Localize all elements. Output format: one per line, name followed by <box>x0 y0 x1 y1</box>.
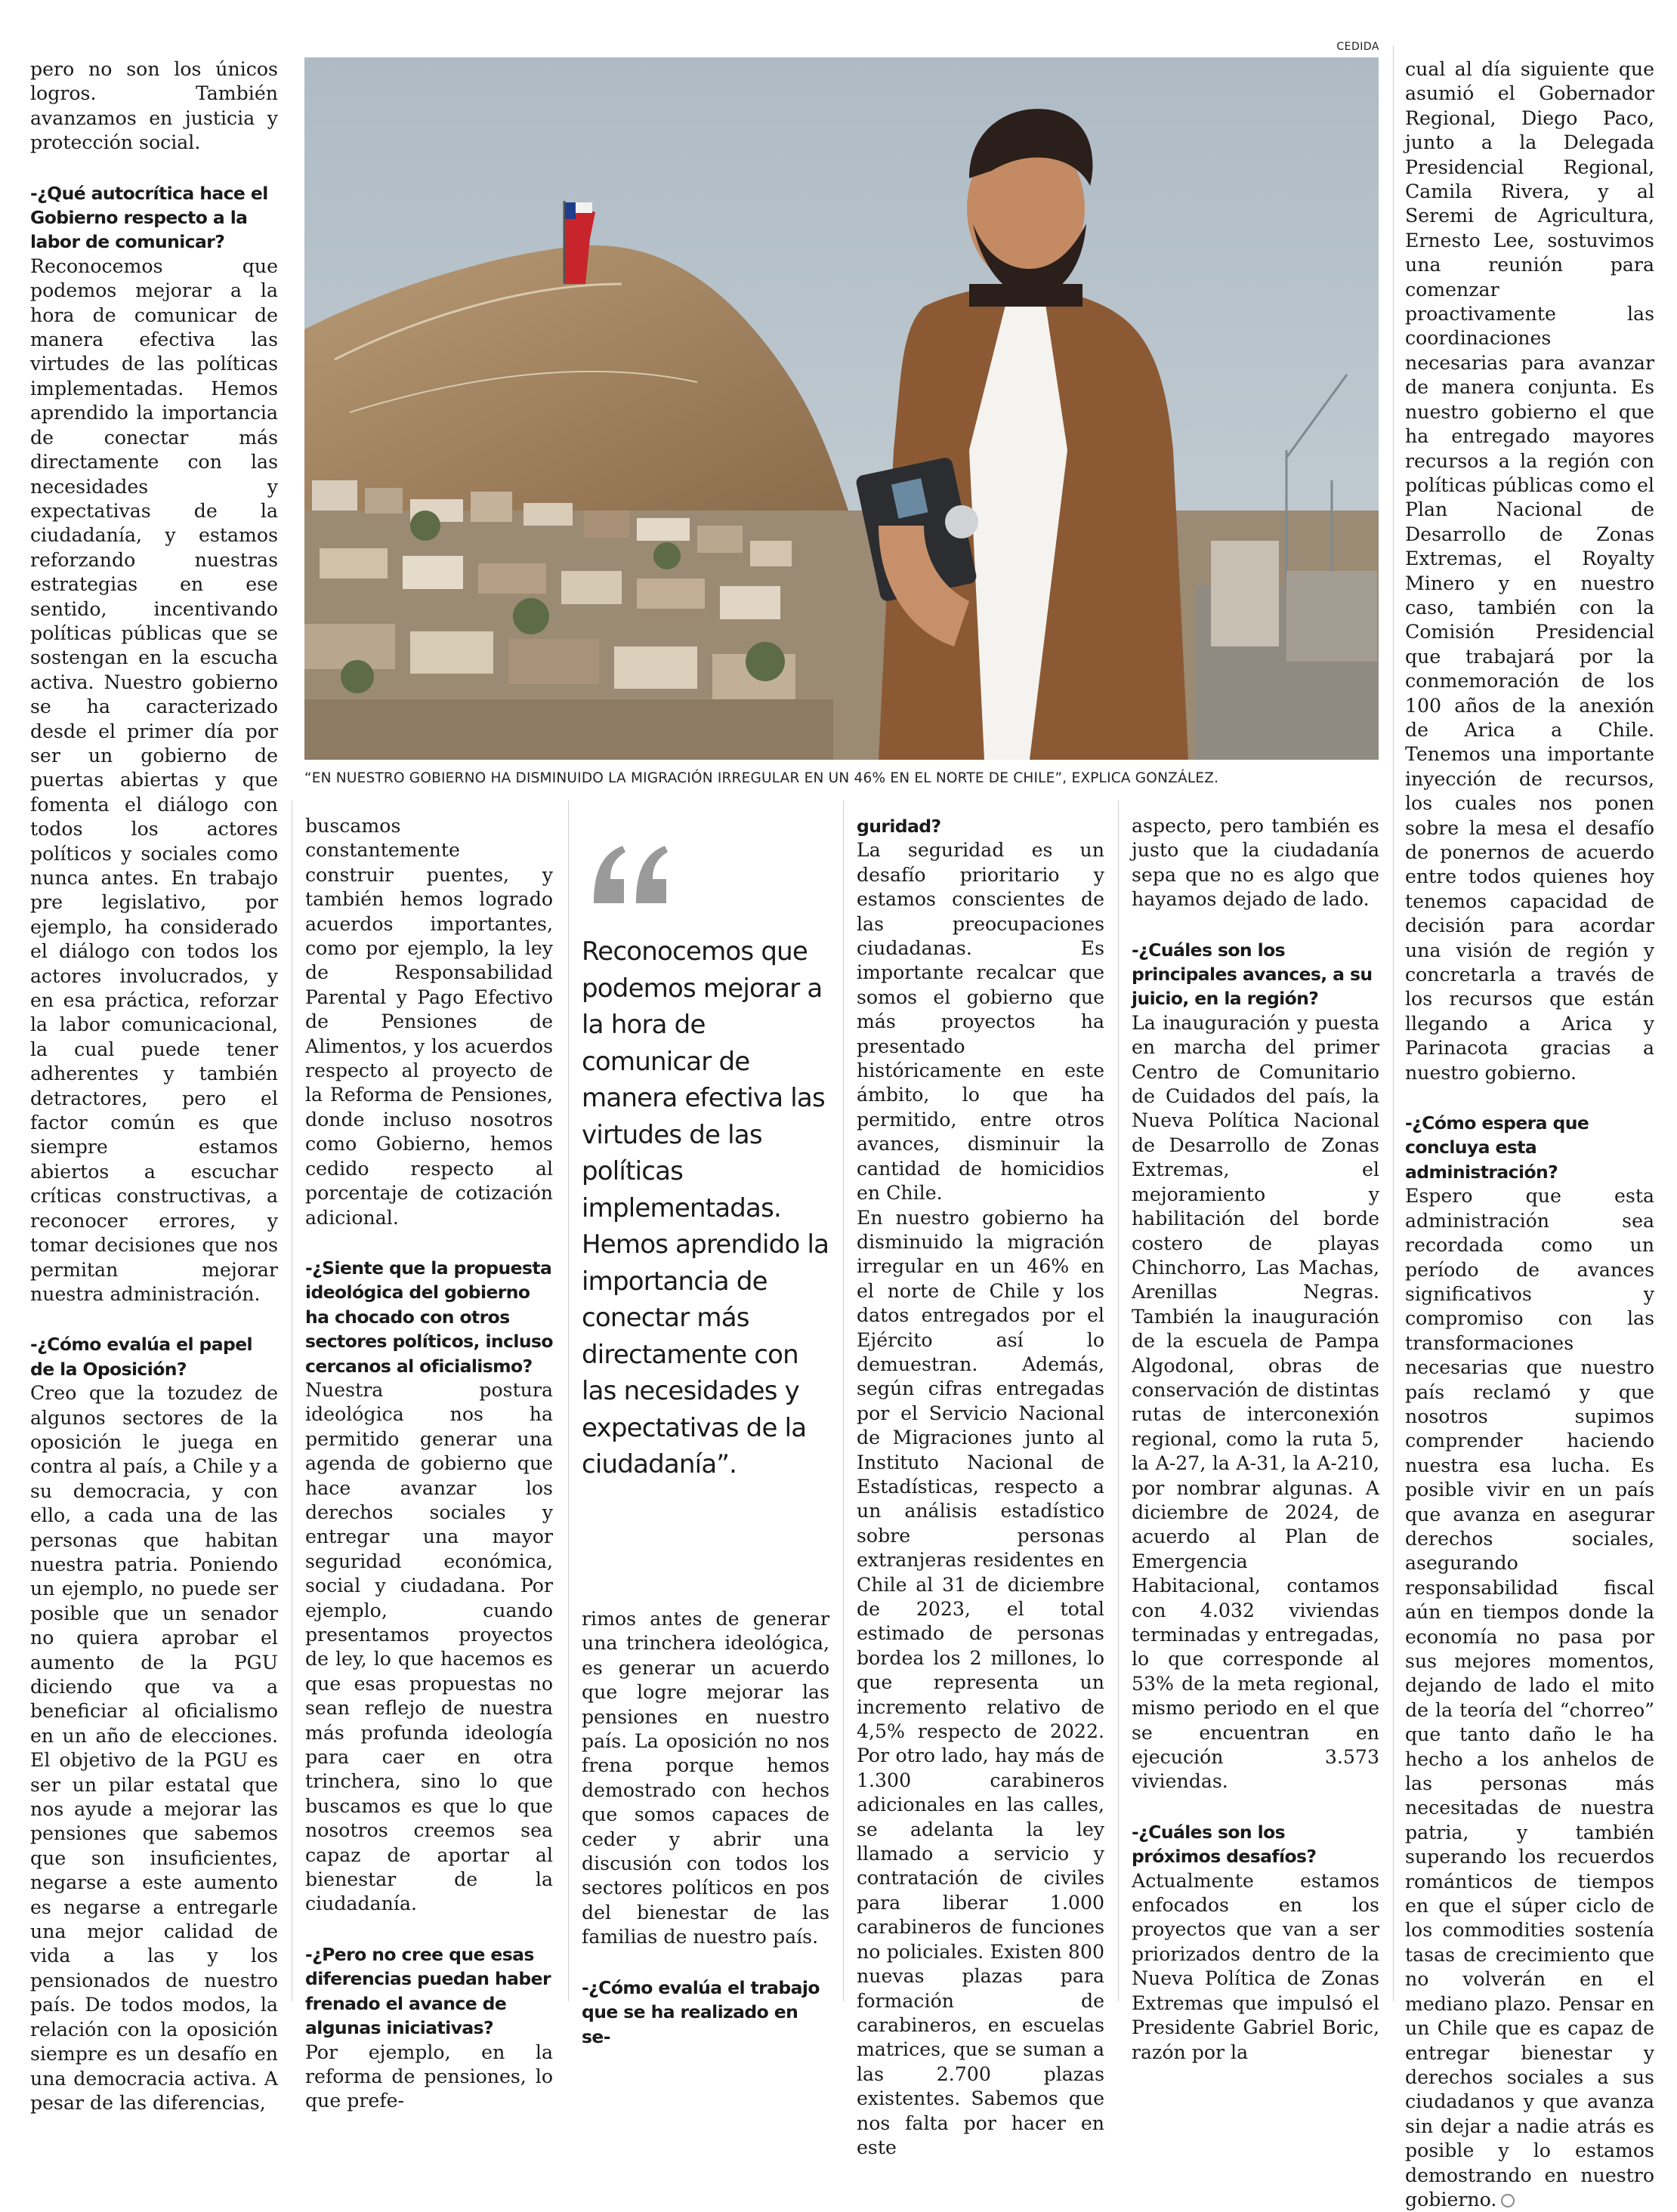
interview-photo <box>304 57 1379 760</box>
question-security: -¿Cómo evalúa el trabajo que se ha realizado en se- <box>582 1976 820 2047</box>
question-opposition: -¿Cómo evalúa el papel de la Oposición? <box>30 1334 252 1380</box>
photo-credit: CEDIDA <box>1336 41 1379 53</box>
pull-quote-text: Reconocemos que podemos mejorar a la hora de comunicar de manera efectiva las virtudes de las políticas implementadas. Hemos aprendido la importancia de conectar más directamente con las necesidades y expectativas de la ciudadanía”. <box>582 936 829 1479</box>
column-rule <box>1118 801 1119 2001</box>
pull-quote <box>559 843 829 1583</box>
answer-security: La seguridad es un desafío prioritario y estamos conscientes de las preocupaciones ciudadanas. Es importante recalcar que somos el gobierno que más proyectos ha presentado históricamente en este ámbito, lo que ha permitido, entre otros avances, disminuir la cantidad de homicidios en Chile. <box>857 839 1104 1205</box>
answer-security-migration: En nuestro gobierno ha disminuido la migración irregular en un 46% en el norte de Chile y los datos entregados por el Ejército así lo demuestran. Además, según cifras entregadas por el Servicio Nacional de Migraciones junto al Instituto Nacional de Estadísticas, respecto a un análisis estadístico sobre personas extranjeras residentes en Chile al 31 de diciembre de 2023, el total estimado de personas bordea los 2 millones, lo que representa un incremento relativo de 4,5% respecto de 2022. Por otro lado, hay más de 1.300 carabineros adicionales en las calles, se adelanta la ley llamado a servicio y contratación de civiles para liberar 1.000 carabineros de funciones no policiales. Existen 800 nuevas plazas para formación de carabineros, en escuelas matrices, que se suman a las 2.700 plazas existentes. Sabemos que nos falta por hacer en este <box>857 1206 1104 2158</box>
column-5 <box>1132 814 1379 2063</box>
column-3 <box>582 1607 829 2047</box>
photo-caption: “EN NUESTRO GOBIERNO HA DISMINUIDO LA MIGRACIÓN IRREGULAR EN UN 46% EN EL NORTE DE CHILE”, EXPLICA GONZÁLEZ. <box>304 770 1219 786</box>
answer-security-continued: aspecto, pero también es justo que la ciudadanía sepa que no es algo que hayamos dejado de lado. <box>1132 815 1379 911</box>
column-1 <box>30 57 278 2114</box>
end-of-article-icon <box>1501 2194 1515 2207</box>
column-rule <box>843 801 844 2001</box>
question-next-challenges: -¿Cuáles son los próximos desafíos? <box>1132 1821 1317 1868</box>
answer-next-challenges-continued: cual al día siguiente que asumió el Gobernador Regional, Diego Paco, junto a la Delegada Presidencial Regional, Camila Rivera, y al Seremi de Agricultura, Ernesto Lee, sostuvimos una reunión para comenzar proactivamente las coordinaciones necesarias para avanzar de manera conjunta. Es nuestro gobierno el que ha entregado mayores recursos a la región con políticas públicas como el Plan Nacional de Desarrollo de Zonas Extremas, el Royalty Minero y en nuestro caso, también con la Comisión Presidencial que trabajará por la conmemoración de los 100 años de la anexión de Arica a Chile. Tenemos una importante inyección de recursos, los cuales nos ponen sobre la mesa el desafío de ponernos de acuerdo entre todos quienes hoy tenemos capacidad de decisión para acordar una visión de región y concretarla a través de los recursos que están llegando a Arica y Parinacota gracias a nuestro gobierno. <box>1405 58 1654 1084</box>
answer-self-criticism: Reconocemos que podemos mejorar a la hora de comunicar de manera efectiva las virtudes de las políticas implementadas. Hemos aprendido la importancia de conectar más directamente con las necesidades y expectativas de la ciudadanía, y estamos reforzando nuestras estrategias en ese sentido, incentivando políticas públicas que se sostengan en la escucha activa. Nuestro gobierno se ha caracterizado desde el primer día por ser un gobierno de puertas abiertas y que fomenta el diálogo con todos los actores políticos y sociales como nunca antes. En trabajo pre legislativo, por ejemplo, ha considerado el diálogo con todos los actores involucrados, y en esa práctica, reforzar la labor comunicacional, la cual puede tener adherentes y también detractores, pero el factor común es que siempre estamos abiertos a escuchar críticas constructivas, a reconocer errores, y tomar decisiones que nos permitan mejorar nuestra administración. <box>30 255 278 1305</box>
answer-administration-end-text: Espero que esta administración sea recordada como un período de avances significativos y compromiso con las transformaciones necesarias que nuestro país reclamó y que nosotros supimos comprender haciendo nuestra esa lucha. Es posible vivir en un país que avanza en asegurar derechos sociales, asegurando responsabilidad fiscal aún en tiempos donde la economía no pasa por sus mejores momentos, dejando de lado el mito de la teoría del “chorreo” que tanto daño le ha hecho a los anhelos de las personas más necesitadas de nuestra patria, y también superando los recuerdos románticos de tiempos en que el súper ciclo de los commodities sostenía tasas de crecimiento que no volverán en el mediano plazo. Pensar en un Chile que es capaz de entregar bienestar y derechos sociales a sus ciudadanos y que avanza sin dejar a nadie atrás es posible y lo estamos demostrando en nuestro gobierno. <box>1405 1185 1654 2210</box>
intro-paragraph: pero no son los únicos logros. También avanzamos en justicia y protección social. <box>30 58 278 154</box>
answer-regional-advances: La inauguración y puesta en marcha del primer Centro de Comunitario de Cuidados del país, la Nueva Política Nacional de Desarrollo de Zonas Extremas, el mejoramiento y habilitación del borde costero de playas Chinchorro, Las Machas, Arenillas Negras. También la inauguración de la escuela de Pampa Algodonal, obras de conservación de distintas rutas de interconexión regional, como la ruta 5, la A-27, la A-31, la A-210, por nombrar algunas. A diciembre de 2024, de acuerdo al Plan de Emergencia Habitacional, contamos con 4.032 viviendas terminadas y entregadas, lo que corresponde al 53% de la meta regional, mismo periodo en el que se encuentran en ejecución 3.573 viviendas. <box>1132 1011 1379 1793</box>
column-4 <box>857 814 1104 2158</box>
question-regional-advances: -¿Cuáles son los principales avances, a su juicio, en la región? <box>1132 939 1373 1010</box>
answer-next-challenges: Actualmente estamos enfocados en los proyectos que van a ser priorizados dentro de la Nueva Política de Zonas Extremas que impulsó el Presidente Gabriel Boric, razón por la <box>1132 1869 1379 2063</box>
answer-opposition-continued: buscamos constantemente construir puentes, y también hemos logrado acuerdos importantes, como por ejemplo, la ley de Responsabilidad Parental y Pago Efectivo de Pensiones de Alimentos, y los acuerdos respecto al proyecto de la Reforma de Pensiones, donde incluso nosotros como Gobierno, hemos cedido respecto al porcentaje de cotización adicional. <box>305 815 553 1229</box>
answer-opposition: Creo que la tozudez de algunos sectores de la oposición le juega en contra al país, a Chile y a su democracia, y con ello, a cada una de las personas que habitan nuestra patria. Poniendo un ejemplo, no puede ser posible que un senador no quiera aprobar el aumento de la PGU diciendo que va a beneficiar al oficialismo en un año de elecciones. El objetivo de la PGU es ser un pilar estatal que nos ayude a mejorar las pensiones que sabemos que son insuficientes, negarse a este aumento es negarse a entregarle una mejor calidad de vida a las y los pensionados de nuestro país. De todos modos, la relación con la oposición siempre es un desafío en una democracia activa. A pesar de las diferencias, <box>30 1382 278 2114</box>
photo-illustration <box>304 57 1379 760</box>
question-security-continued: guridad? <box>857 816 941 837</box>
column-6 <box>1405 57 1654 2210</box>
answer-administration-end <box>1405 1184 1654 2212</box>
question-differences: -¿Pero no cree que esas diferencias puedan haber frenado el avance de algunas iniciativas? <box>305 1943 551 2039</box>
answer-differences: Por ejemplo, en la reforma de pensiones, lo que prefe- <box>305 2041 553 2112</box>
question-self-criticism: -¿Qué autocrítica hace el Gobierno respecto a la labor de comunicar? <box>30 182 268 253</box>
answer-differences-continued: rimos antes de generar una trinchera ideológica, es generar un acuerdo que logre mejorar las pensiones en nuestro país. La oposición no nos frena porque hemos demostrado con hechos que somos capaces de ceder y abrir una discusión con todos los sectores políticos en pos del bienestar de las familias de nuestro país. <box>582 1608 829 1948</box>
quote-mark-icon <box>586 843 677 911</box>
column-2 <box>305 814 553 2112</box>
answer-ideology: Nuestra postura ideológica nos ha permitido generar una agenda de gobierno que hace avanzar los derechos sociales y entregar una mayor seguridad económica, social y ciudadana. Por ejemplo, cuando presentamos proyectos de ley, lo que hacemos es que esas propuestas no sean reflejo de nuestra más profunda ideología para caer en otra trinchera, sino lo que buscamos es que lo que nosotros creemos sea capaz de aportar al bienestar de la ciudadanía. <box>305 1378 553 1915</box>
question-ideology: -¿Siente que la propuesta ideológica del gobierno ha chocado con otros sectores políticos, incluso cercanos al oficialismo? <box>305 1257 553 1377</box>
question-administration-end: -¿Cómo espera que concluya esta administración? <box>1405 1112 1589 1183</box>
column-rule <box>1393 45 1394 2001</box>
